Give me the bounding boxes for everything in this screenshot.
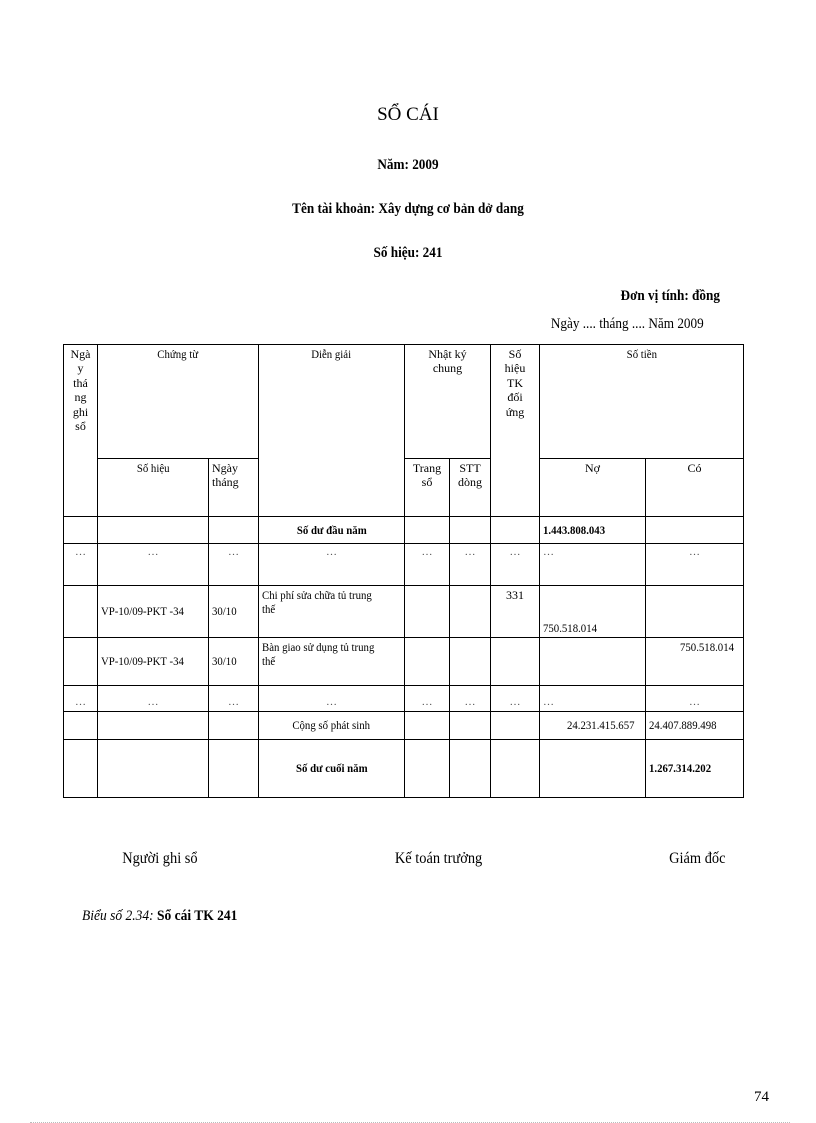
total-debit: 24.231.415.657 [540,712,646,740]
table-row-entry-2 [64,638,744,686]
table-row-totals [64,712,744,740]
table-row-dots: … … … … … … … … … [64,544,744,586]
date-line: Ngày .... tháng .... Năm 2009 [551,316,704,332]
account-number: Số hiệu: 241 [373,245,443,261]
table-row-entry-1 [64,586,744,638]
ledger-title: SỔ CÁI [377,104,439,125]
header-description: Diễn giải [259,345,405,517]
total-credit: 24.407.889.498 [646,712,744,740]
entry2-description: Bàn giao sử dụng tủ trung thế [259,638,405,686]
closing-description: Số dư cuối năm [259,740,405,798]
entry1-description: Chi phí sửa chữa tủ trung thế [259,586,405,638]
opening-description: Số dư đầu năm [259,517,405,544]
header-date-recorded: Ngà y thá ng ghi sổ [64,345,98,517]
signature-director: Giám đốc [669,850,726,867]
page-number: 74 [754,1089,769,1105]
entry1-debit: 750.518.014 [540,586,646,638]
header-journal-line: STT dòng [450,459,491,517]
total-description: Cộng số phát sinh [259,712,405,740]
header-journal: Nhật ký chung [405,345,491,459]
entry2-credit: 750.518.014 [646,638,744,686]
header-voucher-date: Ngày tháng [209,459,259,517]
header-voucher-no: Số hiệu [98,459,209,517]
account-name: Tên tài khoản: Xây dựng cơ bản dở dang [292,201,524,217]
figure-caption [82,908,237,925]
closing-credit: 1.267.314.202 [646,740,744,798]
entry2-voucher-no: VP-10/09-PKT -34 [98,638,209,686]
table-row-dots-2: … … … … … … … … … [64,686,744,712]
entry2-voucher-date: 30/10 [209,638,259,686]
entry1-counter-account: 331 [491,586,540,638]
table-row-closing [64,740,744,798]
entry1-voucher-date: 30/10 [209,586,259,638]
ledger-table [63,344,744,798]
header-counter-account: Số hiệu TK đối ứng [491,345,540,517]
opening-debit: 1.443.808.043 [540,517,646,544]
header-credit: Có [646,459,744,517]
caption-text: Sổ cái TK 241 [153,908,238,924]
header-journal-page: Trang sổ [405,459,450,517]
ledger-year: Năm: 2009 [377,157,439,173]
header-voucher: Chứng từ [98,345,259,459]
currency-unit: Đơn vị tính: đồng [620,288,720,304]
entry1-voucher-no: VP-10/09-PKT -34 [98,586,209,638]
header-debit: Nợ [540,459,646,517]
signature-chief-accountant: Kế toán trưởng [394,850,483,867]
header-amount: Số tiền [540,345,744,459]
caption-label: Biểu số 2.34: [82,908,154,924]
table-row-opening [64,517,744,544]
signature-recorder: Người ghi sổ [122,850,198,867]
